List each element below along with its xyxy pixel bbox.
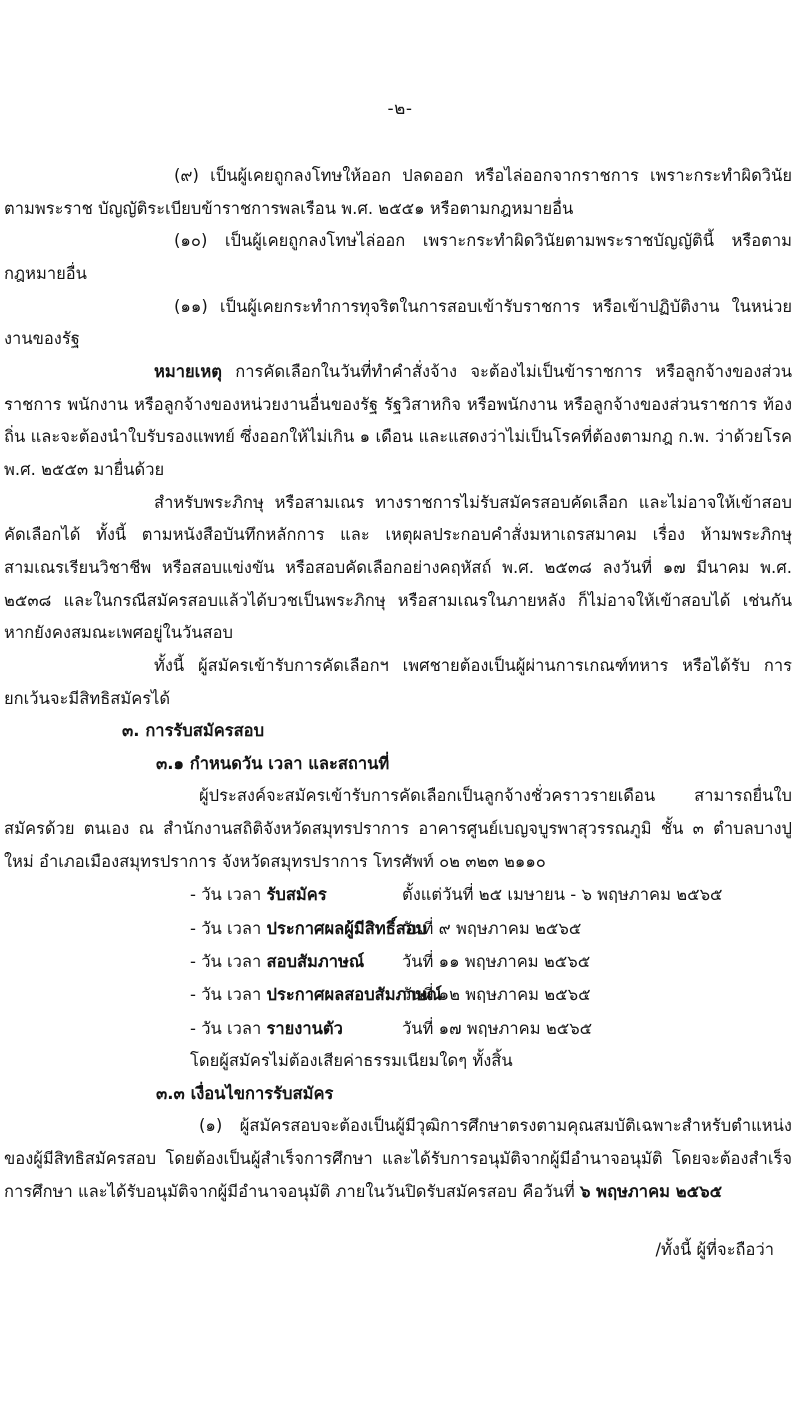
schedule-name-1: รับสมัคร bbox=[266, 885, 327, 905]
page-number: -๒- bbox=[387, 99, 413, 119]
schedule-value-5: วันที่ ๑๗ พฤษภาคม ๒๕๖๕ bbox=[402, 1018, 593, 1038]
section-3-title: การรับสมัครสอบ bbox=[145, 721, 265, 741]
schedule-value-4: วันที่ ๑๒ พฤษภาคม ๒๕๖๕ bbox=[402, 985, 591, 1005]
paragraph-item-9: (๙) เป็นผู้เคยถูกลงโทษให้ออก ปลดออก หรือไล่ออกจากราชการ เพราะกระทำผิดวินัย ตามพระราช บัญญัติระเบียบข้าราชการพลเรือน พ.ศ. ๒๕๕๑ หรือตามกฎหมายอื่น bbox=[4, 166, 792, 218]
schedule-value-1: ตั้งแต่วันที่ ๒๕ เมษายน - ๖ พฤษภาคม ๒๕๖๕ bbox=[402, 885, 723, 905]
paragraph-section-3-1-body: ผู้ประสงค์จะสมัครเข้ารับการคัดเลือกเป็นลูกจ้างชั่วคราวรายเดือน สามารถยื่นใบสมัครด้วย ตนเอง ณ สำนักงานสถิติจังหวัดสมุทรปราการ อาคารศูนย์เบญจบูรพาสุวรรณภูมิ ชั้น ๓ ตำบลบางปูใหม่ อำเภอเมืองสมุทรปราการ จังหวัดสมุทรปราการ โทรศัพท์ ๐๒ ๓๒๓ ๒๑๑๐ bbox=[4, 786, 792, 871]
deadline-date: ๖ พฤษภาคม ๒๕๖๕ bbox=[579, 1181, 723, 1201]
heading-section-3-3 bbox=[4, 1078, 792, 1111]
section-3-3-title: เงื่อนไขการรับสมัคร bbox=[190, 1083, 334, 1103]
paragraph-note bbox=[4, 356, 792, 487]
schedule-name-5: รายงานตัว bbox=[266, 1018, 343, 1038]
schedule-name-3: สอบสัมภาษณ์ bbox=[266, 952, 365, 972]
paragraph-monk: สำหรับพระภิกษุ หรือสามเณร ทางราชการไม่รับสมัครสอบคัดเลือก และไม่อาจให้เข้าสอบ คัดเลือกได้ ทั้งนี้ ตามหนังสือบันทึกหลักการ และ เหตุผลประกอบคำสั่งมหาเถรสมาคม เรื่อง ห้ามพระภิกษุ สามเณรเรียนวิชาชีพ หรือสอบแข่งขัน หรือสอบคัดเลือกอย่างคฤหัสถ์ พ.ศ. ๒๕๓๘ ลงวันที่ ๑๗ มีนาคม พ.ศ. ๒๕๓๘ และในกรณีสมัครสอบแล้วได้บวชเป็นพระภิกษุ หรือสามเณรในภายหลัง ก็ไม่อาจให้เข้าสอบได้ เช่นกัน หากยังคงสมณะเพศอยู่ในวันสอบ bbox=[4, 492, 792, 643]
document-body bbox=[0, 160, 800, 1267]
note-text: การคัดเลือกในวันที่ทำคำสั่งจ้าง จะต้องไม่เป็นข้าราชการ หรือลูกจ้างของส่วน ราชการ พนักงาน หรือลูกจ้างของหน่วยงานอื่นของรัฐ รัฐวิสาหกิจ หรือพนักงาน หรือลูกจ้างของส่วนราชการ ท้องถิ่น และจะต้องนำใบรับรองแพทย์ ซึ่งออกให้ไม่เกิน ๑ เดือน และแสดงว่าไม่เป็นโรคที่ต้องตามกฎ ก.พ. ว่าด้วยโรค พ.ศ. ๒๕๕๓ มายื่นด้วย bbox=[4, 361, 792, 479]
footer-continuation-note: /ทั้งนี้ ผู้ที่จะถือว่า bbox=[655, 1240, 774, 1260]
schedule-label-5 bbox=[190, 1012, 402, 1045]
schedule-row-5 bbox=[4, 1012, 792, 1045]
schedule-name-2: ประกาศผลผู้มีสิทธิ์สอบ bbox=[266, 918, 427, 938]
section-3-3-number: ๓.๓ bbox=[156, 1083, 185, 1103]
section-3-number: ๓. bbox=[122, 721, 140, 741]
schedule-name-4: ประกาศผลสอบสัมภาษณ์ bbox=[266, 985, 442, 1005]
schedule-row-3 bbox=[4, 945, 792, 978]
schedule-prefix-4: - วัน เวลา bbox=[190, 985, 267, 1005]
note-label: หมายเหตุ bbox=[154, 361, 222, 381]
schedule-row-2 bbox=[4, 912, 792, 945]
schedule-row-1 bbox=[4, 878, 792, 911]
paragraph-military: ทั้งนี้ ผู้สมัครเข้ารับการคัดเลือกฯ เพศชายต้องเป็นผู้ผ่านการเกณฑ์ทหาร หรือได้รับ การยกเว้นจะมีสิทธิสมัครได้ bbox=[4, 655, 792, 708]
schedule-label-4 bbox=[190, 978, 442, 1011]
schedule-label-3 bbox=[190, 945, 402, 978]
schedule-list bbox=[4, 878, 792, 1045]
section-3-1-title: กำหนดวัน เวลา และสถานที่ bbox=[189, 753, 390, 773]
schedule-label-1 bbox=[190, 878, 402, 911]
schedule-row-4 bbox=[4, 978, 792, 1011]
schedule-value-3: วันที่ ๑๑ พฤษภาคม ๒๕๖๕ bbox=[402, 952, 591, 972]
section-3-1-number: ๓.๑ bbox=[156, 753, 185, 773]
schedule-prefix-5: - วัน เวลา bbox=[190, 1018, 267, 1038]
paragraph-fee-note: โดยผู้สมัครไม่ต้องเสียค่าธรรมเนียมใดๆ ทั้งสิ้น bbox=[190, 1051, 513, 1071]
heading-section-3 bbox=[4, 715, 792, 748]
heading-section-3-1 bbox=[4, 748, 792, 781]
section-3-3-item-1-text: (๑) ผู้สมัครสอบจะต้องเป็นผู้มีวุฒิการศึกษาตรงตามคุณสมบัติเฉพาะสำหรับตำแหน่ง ของผู้มีสิทธิสมัครสอบ โดยต้องเป็นผู้สำเร็จการศึกษา และได้รับการอนุมัติจากผู้มีอำนาจอนุมัติ โดยจะต้องสำเร็จการศึกษา และได้รับอนุมัติจากผู้มีอำนาจอนุมัติ ภายในวันปิดรับสมัครสอบ คือวันที่ bbox=[4, 1116, 792, 1201]
paragraph-section-3-3-item-1 bbox=[4, 1110, 792, 1208]
paragraph-item-11: (๑๑) เป็นผู้เคยกระทำการทุจริตในการสอบเข้ารับราชการ หรือเข้าปฏิบัติงาน ในหน่วยงานของรัฐ bbox=[4, 296, 792, 349]
schedule-prefix-3: - วัน เวลา bbox=[190, 952, 267, 972]
schedule-prefix-1: - วัน เวลา bbox=[190, 885, 267, 905]
paragraph-item-10: (๑๐) เป็นผู้เคยถูกลงโทษไล่ออก เพราะกระทำผิดวินัยตามพระราชบัญญัตินี้ หรือตามกฎหมายอื่น bbox=[4, 231, 792, 283]
schedule-prefix-2: - วัน เวลา bbox=[190, 918, 267, 938]
schedule-label-2 bbox=[190, 912, 427, 945]
schedule-value-2: วันที่ ๙ พฤษภาคม ๒๕๖๕ bbox=[402, 918, 582, 938]
